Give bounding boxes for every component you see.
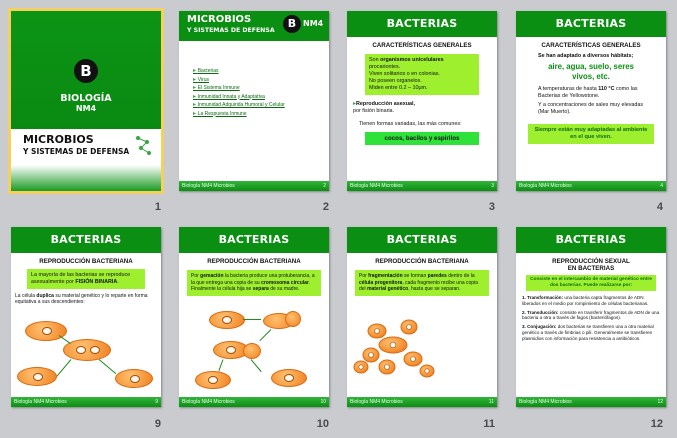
slide-thumbnail-10[interactable] bbox=[179, 227, 329, 407]
slide-thumbnail-11[interactable] bbox=[347, 227, 497, 407]
slide-footer: Biología NM4 Microbios 4 bbox=[516, 181, 666, 191]
nucleus bbox=[226, 346, 236, 354]
slide-thumbnail-9[interactable] bbox=[11, 227, 161, 407]
reproduction-text: ▸Reproducción asexual, por fisión binaria. bbox=[353, 101, 416, 114]
slide-subtitle: REPRODUCCIÓN BACTERIANA bbox=[375, 258, 469, 265]
slide-2-title: MICROBIOS bbox=[187, 14, 252, 25]
transduction-text: 2. Transducción: consiste en transferir fragmentos de ADN de una bacteria a otra a través de fagos (bacteriófagos). bbox=[522, 309, 660, 321]
budding-diagram bbox=[179, 307, 329, 397]
level-label: NM4 bbox=[303, 19, 324, 28]
slide-subtitle: CARACTERÍSTICAS GENERALES bbox=[372, 42, 472, 49]
slide-footer: Biología NM4 Microbios 12 bbox=[516, 397, 666, 407]
slide-footer: Biología NM4 Microbios 10 bbox=[179, 397, 329, 407]
nucleus bbox=[130, 375, 140, 383]
slide-1-bottom-band bbox=[11, 165, 161, 191]
slide-thumbnail-4[interactable] bbox=[516, 11, 666, 191]
habitats-intro: Se han adaptado a diversos hábitats; bbox=[538, 53, 634, 59]
forms-box: cocos, bacilos y espirilos bbox=[365, 132, 479, 145]
habitats-list: aire, agua, suelo, seres vivos, etc. bbox=[548, 62, 634, 81]
slide-footer: Biología NM4 Microbios 11 bbox=[347, 397, 497, 407]
nucleus bbox=[90, 346, 100, 354]
presentation-title: MICROBIOS bbox=[23, 133, 94, 146]
bullet-icon: ▸ bbox=[193, 110, 198, 117]
salt-text: Y a concentraciones de sales muy elevadas (Mar Muerto). bbox=[538, 102, 644, 115]
nucleus bbox=[222, 316, 232, 324]
slide-header: BACTERIAS bbox=[347, 227, 497, 253]
index-link[interactable]: ▸ Inmunidad Adquirida Humoral y Celular bbox=[193, 102, 285, 108]
logo-circle-icon: B bbox=[283, 15, 301, 33]
slide-thumbnail-12[interactable] bbox=[516, 227, 666, 407]
temperature-text: A temperaturas de hasta 110 °C como las Bacterias de Yellowstone. bbox=[538, 86, 638, 99]
bacteria-cell bbox=[209, 311, 245, 329]
bullet-icon: ▸ bbox=[193, 76, 198, 83]
molecule-icon bbox=[135, 135, 153, 157]
logo-circle-icon: B bbox=[74, 59, 98, 83]
slide-footer: Biología NM4 Microbios 9 bbox=[11, 397, 161, 407]
slide-header: BACTERIAS bbox=[516, 227, 666, 253]
index-link[interactable]: ▸ Inmunidad Innata y Adaptativa bbox=[193, 93, 265, 100]
bullet-icon: ▸ bbox=[193, 68, 198, 74]
sexual-repro-box: Consiste en el intercambio de material genético entre dos bacterias. Puede realizarse por: bbox=[526, 275, 656, 291]
slide-header: BACTERIAS bbox=[179, 227, 329, 253]
slide-number-2: 2 bbox=[322, 201, 329, 213]
slide-subtitle: REPRODUCCIÓN SEXUAL EN BACTERIAS bbox=[552, 258, 630, 272]
slide-number-4: 4 bbox=[656, 201, 663, 213]
presentation-subtitle: Y SISTEMAS DE DEFENSA bbox=[23, 147, 130, 156]
subject-label: BIOLOGÍA bbox=[60, 93, 112, 104]
bullet-icon: ▸ bbox=[193, 102, 198, 108]
bacteria-cell bbox=[195, 371, 231, 389]
slide-number-12: 12 bbox=[650, 418, 663, 430]
transformation-text: 1. Transformación: una bacteria capta fragmentos de ADN liberados en el medio por rompimiento de células bacterianas. bbox=[522, 295, 649, 306]
index-link[interactable]: ▸ El Sistema Inmune bbox=[193, 85, 240, 91]
nucleus bbox=[76, 346, 86, 354]
adaptation-box: Siempre están muy adaptadas al ambiente en el que viven. bbox=[528, 124, 654, 144]
slide-subtitle: REPRODUCCIÓN BACTERIANA bbox=[207, 258, 301, 265]
slide-footer: Biología NM4 Microbios 2 bbox=[179, 181, 329, 191]
slide-subtitle: REPRODUCCIÓN BACTERIANA bbox=[39, 258, 133, 265]
slide-number-3: 3 bbox=[488, 201, 495, 213]
bullet-icon: ▸ bbox=[193, 93, 198, 100]
bacteria-cell bbox=[285, 311, 301, 327]
arrow bbox=[59, 335, 71, 344]
level-label: NM4 bbox=[75, 104, 97, 113]
slide-number-10: 10 bbox=[316, 418, 329, 430]
arrow bbox=[243, 319, 261, 320]
slide-subtitle: CARACTERÍSTICAS GENERALES bbox=[541, 42, 641, 49]
bacteria-cell bbox=[17, 367, 57, 386]
fragmented-cell-illustration bbox=[347, 313, 497, 393]
bacteria-cell bbox=[243, 343, 261, 359]
nucleus bbox=[42, 327, 52, 335]
fission-box: La mayoría de las bacterias se reproduce asexualmente por FISIÓN BINARIA. bbox=[27, 269, 145, 289]
slide-2-header bbox=[179, 11, 329, 41]
arrow bbox=[259, 329, 271, 341]
slide-footer: Biología NM4 Microbios 3 bbox=[347, 181, 497, 191]
slide-number-11: 11 bbox=[483, 418, 495, 430]
arrow bbox=[56, 359, 71, 376]
index-link[interactable]: ▸ La Respuesta Inmune bbox=[193, 110, 247, 117]
slide-thumbnail-1[interactable] bbox=[11, 11, 161, 191]
slide-header: BACTERIAS bbox=[347, 11, 497, 37]
nucleus bbox=[284, 374, 294, 382]
slide-header: BACTERIAS bbox=[516, 11, 666, 37]
index-link[interactable]: ▸ Bacterias bbox=[193, 68, 219, 74]
nucleus bbox=[33, 373, 43, 381]
bacteria-cell bbox=[271, 369, 307, 387]
arrow bbox=[99, 359, 116, 374]
slide-thumbnail-3[interactable] bbox=[347, 11, 497, 191]
characteristics-box: Son organismos unicelulares procariontes. Viven solitarios o en colonias. No poseen organelos. Miden entre 0.2 – 10μm. bbox=[365, 54, 479, 95]
index-link[interactable]: ▸ Virus bbox=[193, 76, 209, 83]
fragmentation-box: Por fragmentación se forman paredes dentro de la célula progenitora, cada fragmento recibe una copia del material genético, hasta que se separan. bbox=[355, 270, 489, 296]
nucleus bbox=[208, 376, 218, 384]
budding-box: Por gemación la bacteria produce una protuberancia, a la que entrega una copia de su cromosoma circular. Finalmente la célula hija se separa de su madre. bbox=[187, 270, 321, 296]
bullet-icon: ▸ bbox=[353, 101, 357, 107]
fragmentation-diagram bbox=[347, 313, 497, 393]
slide-header: BACTERIAS bbox=[11, 227, 161, 253]
slide-number-9: 9 bbox=[154, 418, 161, 430]
fission-text: La célula duplica su material genético y lo reparte en forma equitativa a sus descendientes: bbox=[15, 293, 148, 306]
slide-2-subtitle: Y SISTEMAS DE DEFENSA bbox=[187, 27, 275, 34]
forms-text: Tienen formas variadas, las más comunes: bbox=[359, 121, 462, 127]
bacteria-cell bbox=[25, 321, 67, 341]
bullet-icon: ▸ bbox=[193, 85, 198, 91]
arrow bbox=[251, 359, 262, 372]
slide-number-1: 1 bbox=[154, 201, 161, 213]
arrow bbox=[218, 359, 223, 371]
fission-diagram bbox=[11, 317, 161, 395]
conjugation-text: 3. Conjugación: dos bacterias se transfieren una a otra material genético a través de fimbrias o pili. Generalmente se transfieren plasmidios con información para resistencia a antibióticos. bbox=[522, 324, 654, 341]
bacteria-cell bbox=[115, 369, 153, 388]
slide-thumbnail-2[interactable] bbox=[179, 11, 329, 191]
